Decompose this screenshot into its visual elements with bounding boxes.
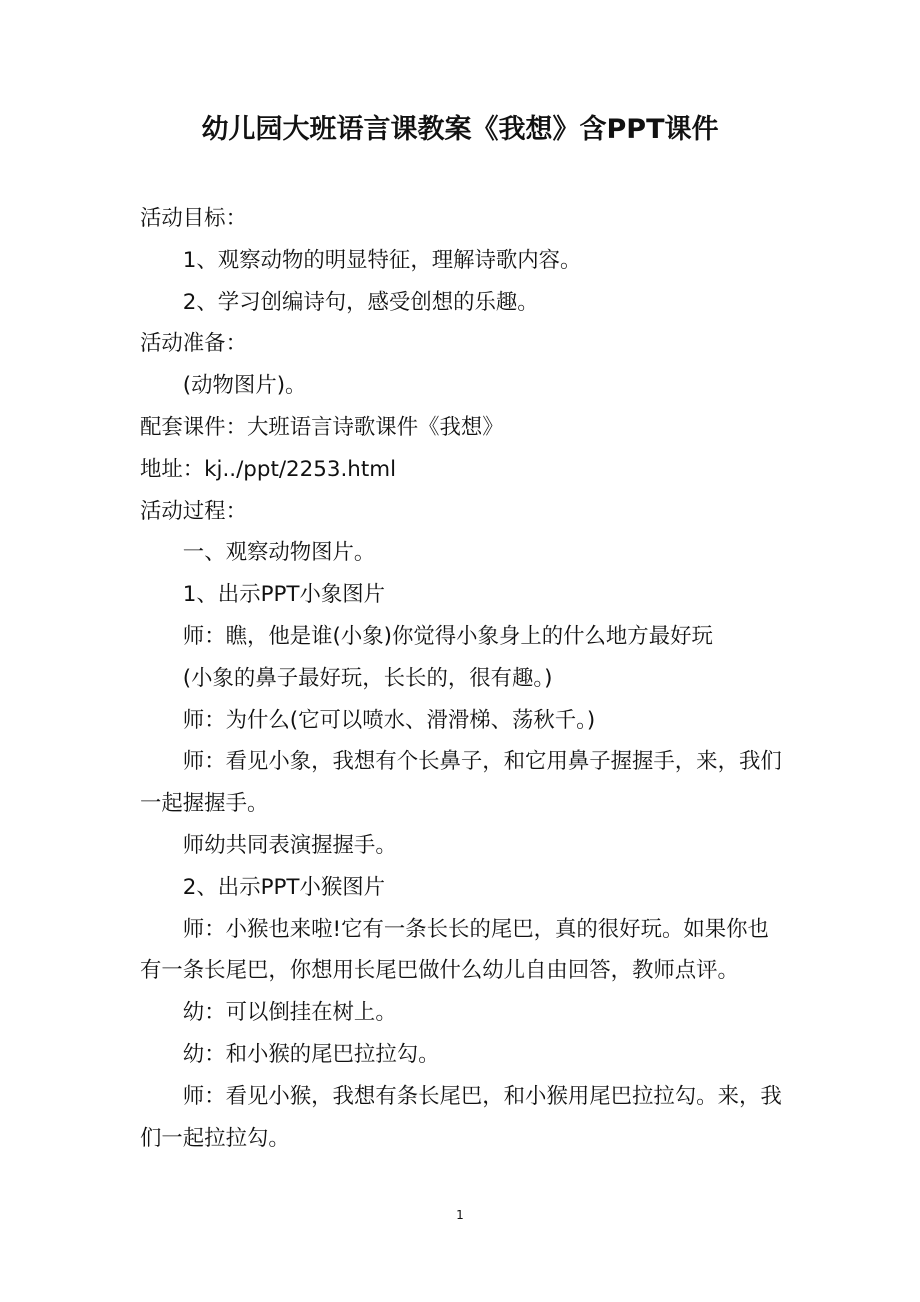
paragraph: 活动过程：	[140, 498, 247, 524]
paragraph: 师：看见小猴，我想有条长尾巴，和小猴用尾巴拉拉勾。来，我们一起拉拉勾。	[140, 1083, 782, 1151]
paragraph: 2、学习创编诗句，感受创想的乐趣。	[182, 289, 539, 315]
paragraph: 师：小猴也来啦!它有一条长长的尾巴，真的很好玩。如果你也有一条长尾巴，你想用长尾巴做什么幼儿自由回答，教师点评。	[140, 916, 769, 984]
paragraph: 活动准备：	[140, 331, 247, 357]
paragraph: 幼：和小猴的尾巴拉拉勾。	[182, 1041, 440, 1067]
paragraph: 师：看见小象，我想有个长鼻子，和它用鼻子握握手，来，我们一起握握手。	[140, 749, 782, 817]
paragraph: 师：瞧，他是谁(小象)你觉得小象身上的什么地方最好玩	[182, 623, 713, 649]
paragraph: 活动目标：	[140, 206, 247, 231]
paragraph: 幼：可以倒挂在树上。	[182, 1000, 397, 1026]
paragraph: 1、出示PPT小象图片	[182, 582, 386, 608]
paragraph: 一、观察动物图片。	[182, 540, 376, 566]
page-number: 1	[456, 1208, 464, 1222]
paragraph: (小象的鼻子最好玩，长长的，很有趣。)	[182, 665, 553, 691]
paragraph: 配套课件：大班语言诗歌课件《我想》	[140, 414, 504, 440]
paragraph: (动物图片)。	[182, 373, 307, 399]
document-body	[140, 198, 785, 1159]
paragraph: 师：为什么(它可以喷水、滑滑梯、荡秋千。)	[182, 707, 596, 733]
paragraph: 地址：kj../ppt/2253.html	[140, 456, 397, 482]
paragraph: 2、出示PPT小猴图片	[182, 874, 386, 900]
paragraph: 师幼共同表演握握手。	[182, 832, 397, 858]
paragraph: 1、观察动物的明显特征，理解诗歌内容。	[182, 247, 582, 273]
document-title: 幼儿园大班语言课教案《我想》含PPT课件	[201, 114, 719, 145]
